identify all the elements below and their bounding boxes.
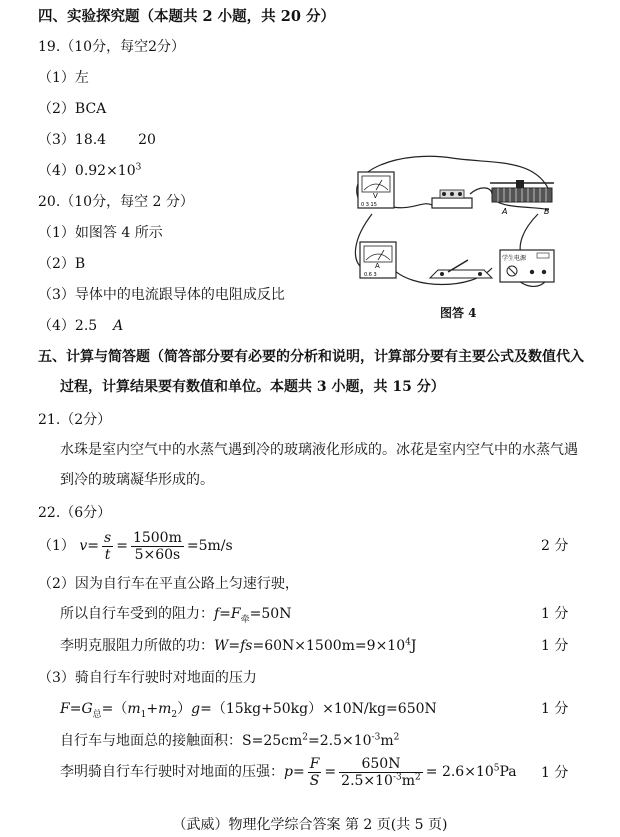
- q22-part3-line2: [60, 732, 399, 750]
- q20-answer-4-label: （4）2.5: [38, 318, 98, 334]
- section5-heading-line2: 过程，计算结果要有数值和单位。本题共 3 小题，共 15 分）: [60, 379, 445, 395]
- section4-heading: 四、实验探究题（本题共 2 小题，共 20 分）: [38, 8, 335, 25]
- q22-part3-line3-F: F: [309, 755, 320, 772]
- q22-part1-label: （1）: [38, 538, 75, 554]
- q22-part3-line1-b: =（: [101, 701, 128, 717]
- q22-part1-result: =5m/s: [186, 538, 233, 554]
- q22-part3-line3-fraction-values: [339, 756, 423, 789]
- ammeter: [360, 242, 396, 278]
- power-supply-label: 学生电源: [502, 255, 527, 262]
- q22-part3-line3-result: = 2.6×10: [425, 764, 494, 780]
- q22-part2-line2-formula: W=fs: [214, 638, 253, 654]
- q22-part3-line1-m1sub: 1: [140, 709, 147, 720]
- q21-title: 21.（2分）: [38, 412, 112, 428]
- switch: [432, 190, 472, 208]
- q22-part2-line1-sub: 牵: [240, 614, 250, 625]
- q22-part1-fraction-values: [131, 530, 184, 563]
- q22-part3-title: （3）骑自行车行驶时对地面的压力: [38, 670, 257, 686]
- q20-answer-4: [38, 317, 123, 335]
- q20-answer-3: （3）导体中的电流跟导体的电阻成反比: [38, 287, 285, 303]
- q22-part3-line1-m1: m: [127, 701, 141, 717]
- q22-part2-line2-text: 李明克服阻力所做的功：: [60, 638, 214, 654]
- q19-answer-2: （2）BCA: [38, 101, 107, 117]
- q22-part3-line2-exp2: -3: [371, 732, 381, 743]
- q22-part1-score: 2 分: [541, 538, 569, 554]
- q19-answer-3-value2: 20: [138, 132, 156, 148]
- q22-part3-line2-exp3: 2: [393, 732, 400, 743]
- q19-answer-1: （1）左: [38, 70, 89, 86]
- q22-part3-line3-den: [339, 773, 423, 789]
- page-footer: （武威）物理化学综合答案 第 2 页(共 5 页): [172, 817, 448, 833]
- ammeter-symbol: A: [375, 262, 380, 270]
- q22-part3-line3: [60, 752, 517, 792]
- q22-part3-line1: [60, 700, 437, 718]
- q22-part3-line3-num: 650N: [339, 756, 423, 773]
- rheostat: [490, 180, 554, 216]
- q22-part3-line3-score: 1 分: [541, 765, 569, 781]
- q19-answer-3-label: （3）18.4: [38, 132, 107, 148]
- q20-answer-4-unit: A: [113, 318, 124, 334]
- q22-part3-line3-den-unit: m: [401, 772, 416, 789]
- q22-part3-line3-eq: =: [292, 764, 305, 780]
- q22-part2-line1-val: =50N: [249, 606, 292, 622]
- q22-part2-line1-text: 所以自行车受到的阻力：: [60, 606, 214, 622]
- q22-part3-line3-fraction-fs: [308, 756, 322, 789]
- q20-title: 20.（10分，每空 2 分）: [38, 194, 194, 210]
- rheostat-label-b: B: [544, 207, 550, 216]
- q22-part3-line2-unit: m: [380, 733, 394, 749]
- q22-part2-line1: [60, 605, 291, 623]
- q22-part2-line2-score: 1 分: [541, 638, 569, 654]
- q22-part3-line3-den-exp: -3: [392, 771, 402, 782]
- q22-part1-v: v: [79, 538, 88, 554]
- resistor-holder: [430, 260, 492, 278]
- q20-answer-1: （1）如图答 4 所示: [38, 225, 163, 241]
- q22-part2-line2: [60, 637, 416, 655]
- q22-part3-line3-den-base: 2.5×10: [341, 772, 393, 789]
- q21-answer-line1: 水珠是室内空气中的水蒸气遇到冷的玻璃液化形成的。冰花是室内空气中的水蒸气遇: [60, 442, 578, 458]
- q22-part3-line3-text: 李明骑自行车行驶时对地面的压强：: [60, 764, 284, 780]
- q22-part3-line3-S: S: [309, 772, 320, 789]
- q22-part3-line1-d: =（15kg+50kg）×10N/kg=650N: [200, 701, 437, 717]
- q22-part2-line2-unit: J: [410, 638, 417, 654]
- q19-answer-4-base: （4）0.92×10: [38, 163, 136, 179]
- q22-part3-line3-den-exp2: 2: [415, 771, 421, 782]
- figure-caption: 图答 4: [440, 306, 477, 320]
- power-supply: [500, 250, 554, 282]
- q19-answer-3: [38, 131, 156, 149]
- q19-answer-4: [38, 162, 141, 180]
- ammeter-scale: 0.6 3: [364, 272, 377, 278]
- q22-part3-line1-plus: +: [146, 701, 159, 717]
- voltmeter: [358, 172, 394, 208]
- q22-part2-line1-formula: f=F: [214, 606, 241, 622]
- q22-part1-s: s: [104, 529, 112, 546]
- q22-part1-eq: =: [87, 538, 100, 554]
- circuit-diagram: [342, 150, 572, 300]
- q22-part3-line3-eq2: =: [324, 764, 337, 780]
- q19-title: 19.（10分，每空2分）: [38, 39, 185, 55]
- q22-part3-line1-score: 1 分: [541, 701, 569, 717]
- q22-part3-line1-m2: m: [158, 701, 172, 717]
- q22-part3-line2-text: 自行车与地面总的接触面积：S=25cm: [60, 733, 303, 749]
- section5-heading-line1: 五、计算与简答题（简答部分要有必要的分析和说明，计算部分要有主要公式及数值代入: [38, 349, 584, 365]
- voltmeter-scale: 0 3 15: [361, 202, 377, 208]
- q22-part2-line2-val: =60N×1500m=9×10: [252, 638, 406, 654]
- q19-answer-4-exp: 3: [135, 162, 142, 173]
- q22-part3-line1-sub: 总: [92, 709, 102, 720]
- q22-part1-fraction-st: [102, 530, 113, 563]
- q22-title: 22.（6分）: [38, 505, 112, 521]
- q22-part3-line1-c: ）: [177, 701, 192, 717]
- q22-part3-line3-p: p: [284, 764, 293, 780]
- q22-part2-line2-exp: 4: [405, 637, 411, 648]
- q22-part3-line3-result-unit: Pa: [499, 764, 517, 780]
- q22-part3-line2-mid: =2.5×10: [308, 733, 372, 749]
- q22-part3-line2-exp1: 2: [302, 732, 308, 743]
- q22-part2-title: （2）因为自行车在平直公路上匀速行驶，: [38, 576, 299, 592]
- rheostat-label-a: A: [502, 207, 508, 216]
- q21-answer-line2: 到冷的玻璃凝华形成的。: [60, 472, 214, 488]
- q22-part1: [38, 527, 233, 565]
- q22-part3-line3-result-exp: 5: [493, 763, 500, 774]
- q22-part2-line1-score: 1 分: [541, 606, 569, 622]
- q22-part1-den: 5×60s: [134, 546, 181, 563]
- q22-part3-line1-a: F=G: [60, 701, 93, 717]
- q22-part3-line1-g: g: [191, 701, 201, 717]
- q22-part1-eq2: =: [116, 538, 128, 554]
- q22-part1-t: t: [104, 546, 111, 563]
- q20-answer-2: （2）B: [38, 256, 86, 272]
- q22-part1-num: 1500m: [132, 529, 182, 546]
- voltmeter-symbol: V: [373, 192, 378, 200]
- q22-part3-line1-m2sub: 2: [171, 709, 178, 720]
